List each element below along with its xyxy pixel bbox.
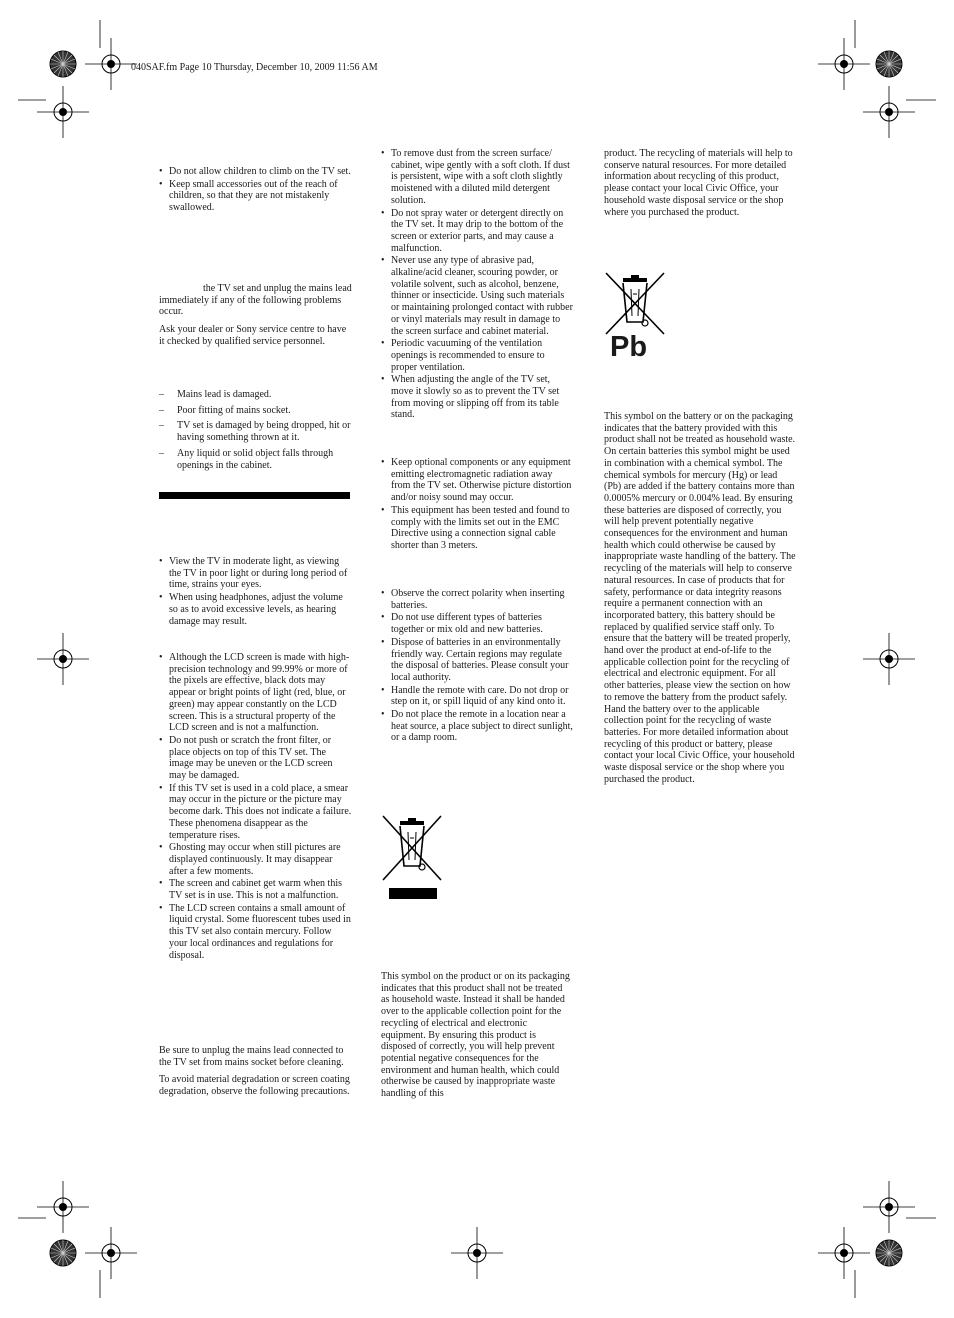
column-1 <box>159 166 352 215</box>
target-mark-tr2 <box>863 86 915 138</box>
sunburst-mark-tl <box>50 51 76 77</box>
list-item: • This equipment has been tested and found to comply with the limits set out in the EMC Directive using a connection signal cable shorter than 3 meters. <box>381 505 573 552</box>
cleaning-paragraph-1: Be sure to unplug the mains lead connected to the TV set from mains socket before cleaning. <box>159 1045 344 1068</box>
column-3 <box>604 148 796 224</box>
list-item: • Keep optional components or any equipment emitting electromagnetic radiation away from the TV set. Otherwise picture distortion and/or noisy sound may occur. <box>381 457 573 504</box>
target-mark-bl2 <box>85 1227 137 1279</box>
target-mark-bc <box>451 1227 503 1279</box>
target-mark-br1 <box>818 1227 870 1279</box>
column-1-unplug <box>159 283 352 354</box>
column-2-batteries <box>381 588 573 745</box>
page-header: 040SAF.fm Page 10 Thursday, December 10, 2009 11:56 AM <box>131 62 378 73</box>
battery-paragraph: This symbol on the battery or on the packaging indicates that the battery provided with this product shall not be treated as household waste. On certain batteries this symbol might be used in combination with a chemical symbol. The chemical symbols for mercury (Hg) or lead (Pb) are added if the battery contains more than 0.0005% mercury or 0.004% lead. By ensuring these batteries are disposed of correctly, you will help prevent potentially negative consequences for the environment and human health which could otherwise be caused by inappropriate waste handling of the battery. The recycling of the materials will help to conserve natural resources. In case of products that for safety, performance or data integrity reasons require a permanent connection with an incorporated battery, this battery should be replaced by qualified service staff only. To ensure that the battery will be treated properly, hand over the product at end-of-life to the applicable collection point for the recycling of electrical and electronic equipment. For all other batteries, please view the section on how to remove the battery from the product safely. Hand the battery over to the applicable collection point for the recycling of waste batteries. For more detailed information about recycling of this product or battery, please contact your local Civic Office, your household waste disposal service or the shop where you purchased the product. <box>604 411 796 785</box>
column-2-weee <box>381 971 573 1106</box>
list-item: • Do not allow children to climb on the TV set. <box>159 166 352 178</box>
list-item: • Do not spray water or detergent directly on the TV set. It may drip to the bottom of the screen or exterior parts, and may cause a malfunction. <box>381 208 573 255</box>
column-2-optional <box>381 457 573 553</box>
list-item: • Do not push or scratch the front filter, or place objects on top of this TV set. The image may be uneven or the LCD screen may be damaged. <box>159 735 352 782</box>
column-1-lcd <box>159 652 352 962</box>
list-item: • If this TV set is used in a cold place, a smear may occur in the picture or the picture may become dark. This does not indicate a failure. These phenomena disappear as the temperature rises. <box>159 783 352 842</box>
unplug-paragraph: the TV set and unplug the mains lead immediately if any of the following problems occur. <box>159 283 352 318</box>
list-item: • Dispose of batteries in an environmentally friendly way. Certain regions may regulate the disposal of batteries. Please consult your local authority. <box>381 637 573 684</box>
cleaning-list <box>381 148 573 421</box>
column-1-cleaning <box>159 1045 352 1104</box>
crossed-bin-icon <box>381 812 443 884</box>
list-item: • View the TV in moderate light, as viewing the TV in poor light or during long period of time, strains your eyes. <box>159 556 352 591</box>
sunburst-mark-tr <box>876 51 902 77</box>
battery-list <box>381 588 573 744</box>
dealer-paragraph: Ask your dealer or Sony service centre to have it checked by qualified service personnel. <box>159 324 347 347</box>
list-item: • Keep small accessories out of the reach of children, so that they are not mistakenly swallowed. <box>159 179 352 214</box>
list-item: • Do not use different types of batteries together or mix old and new batteries. <box>381 612 573 635</box>
target-mark-ml <box>37 633 89 685</box>
column-3-battery <box>604 411 796 792</box>
list-item: • Ghosting may occur when still pictures are displayed continuously. It may disappear after a few moments. <box>159 842 352 877</box>
pb-chemical-label: Pb <box>610 331 648 363</box>
recycling-continued-paragraph: product. The recycling of materials will help to conserve natural resources. For more detailed information about recycling of this product, please contact your local Civic Office, your household waste disposal service or the shop where you purchased the product. <box>604 148 793 218</box>
list-item: – Poor fitting of mains socket. <box>159 405 352 417</box>
target-mark-mr <box>863 633 915 685</box>
children-safety-list <box>159 166 352 214</box>
weee-black-bar <box>389 888 437 899</box>
list-item: • To remove dust from the screen surface/ cabinet, wipe gently with a soft cloth. If dust is persistent, wipe with a soft cloth slightly moistened with a diluted mild detergent solution. <box>381 148 573 207</box>
list-item: • Never use any type of abrasive pad, alkaline/acid cleaner, scouring powder, or volatile solvent, such as alcohol, benzene, thinner or insecticide. Using such materials or maintaining prolonged contact with rubber or vinyl materials may result in damage to the screen surface and cabinet material. <box>381 255 573 337</box>
list-item: • The LCD screen contains a small amount of liquid crystal. Some fluorescent tubes used in this TV set also contain mercury. Follow your local ordinances and regulations for disposal. <box>159 903 352 962</box>
sunburst-mark-br <box>876 1240 902 1266</box>
sunburst-mark-bl <box>50 1240 76 1266</box>
lcd-list <box>159 652 352 961</box>
cleaning-paragraph-2: To avoid material degradation or screen coating degradation, observe the following precautions. <box>159 1074 350 1098</box>
column-2 <box>381 148 573 422</box>
weee-paragraph: This symbol on the product or on its packaging indicates that this product shall not be treated as household waste. Instead it shall be handed over to the applicable collection point for the recycling of electrical and electronic equipment. By ensuring this product is disposed of correctly, you will help prevent potential negative consequences for the environment and human health, which could otherwise be caused by inappropriate waste handling of this <box>381 971 570 1100</box>
list-item: • When adjusting the angle of the TV set, move it slowly so as to prevent the TV set from moving or slipping off from its table stand. <box>381 374 573 421</box>
list-item: – Mains lead is damaged. <box>159 389 352 401</box>
list-item: • Do not place the remote in a location near a heat source, a place subject to direct sunlight, or a damp room. <box>381 709 573 744</box>
section-divider-bar <box>159 492 350 499</box>
target-mark-bl1 <box>37 1181 89 1233</box>
list-item: • Handle the remote with care. Do not drop or step on it, or spill liquid of any kind onto it. <box>381 685 573 708</box>
target-mark-tl2 <box>37 86 89 138</box>
list-item: • Periodic vacuuming of the ventilation openings is recommended to ensure to proper ventilation. <box>381 338 573 373</box>
target-mark-tl1 <box>85 38 137 90</box>
list-item: • Observe the correct polarity when inserting batteries. <box>381 588 573 611</box>
battery-bin-icon <box>604 270 666 338</box>
list-item: – Any liquid or solid object falls through openings in the cabinet. <box>159 448 352 471</box>
optional-equipment-list <box>381 457 573 552</box>
column-1-problems <box>159 389 352 475</box>
viewing-list <box>159 556 352 627</box>
problems-list <box>159 389 352 471</box>
list-item: • The screen and cabinet get warm when this TV set is in use. This is not a malfunction. <box>159 878 352 901</box>
list-item: • Although the LCD screen is made with high-precision technology and 99.99% or more of the pixels are effective, black dots may appear or bright points of light (red, blue, or green) may appear constantly on the LCD screen. This is a structural property of the LCD screen and is not a malfunction. <box>159 652 352 734</box>
target-mark-br2 <box>863 1181 915 1233</box>
list-item: • When using headphones, adjust the volume so as to avoid excessive levels, as hearing damage may result. <box>159 592 352 627</box>
list-item: – TV set is damaged by being dropped, hit or having something thrown at it. <box>159 420 352 443</box>
column-1-viewing <box>159 556 352 628</box>
target-mark-tr1 <box>818 38 870 90</box>
